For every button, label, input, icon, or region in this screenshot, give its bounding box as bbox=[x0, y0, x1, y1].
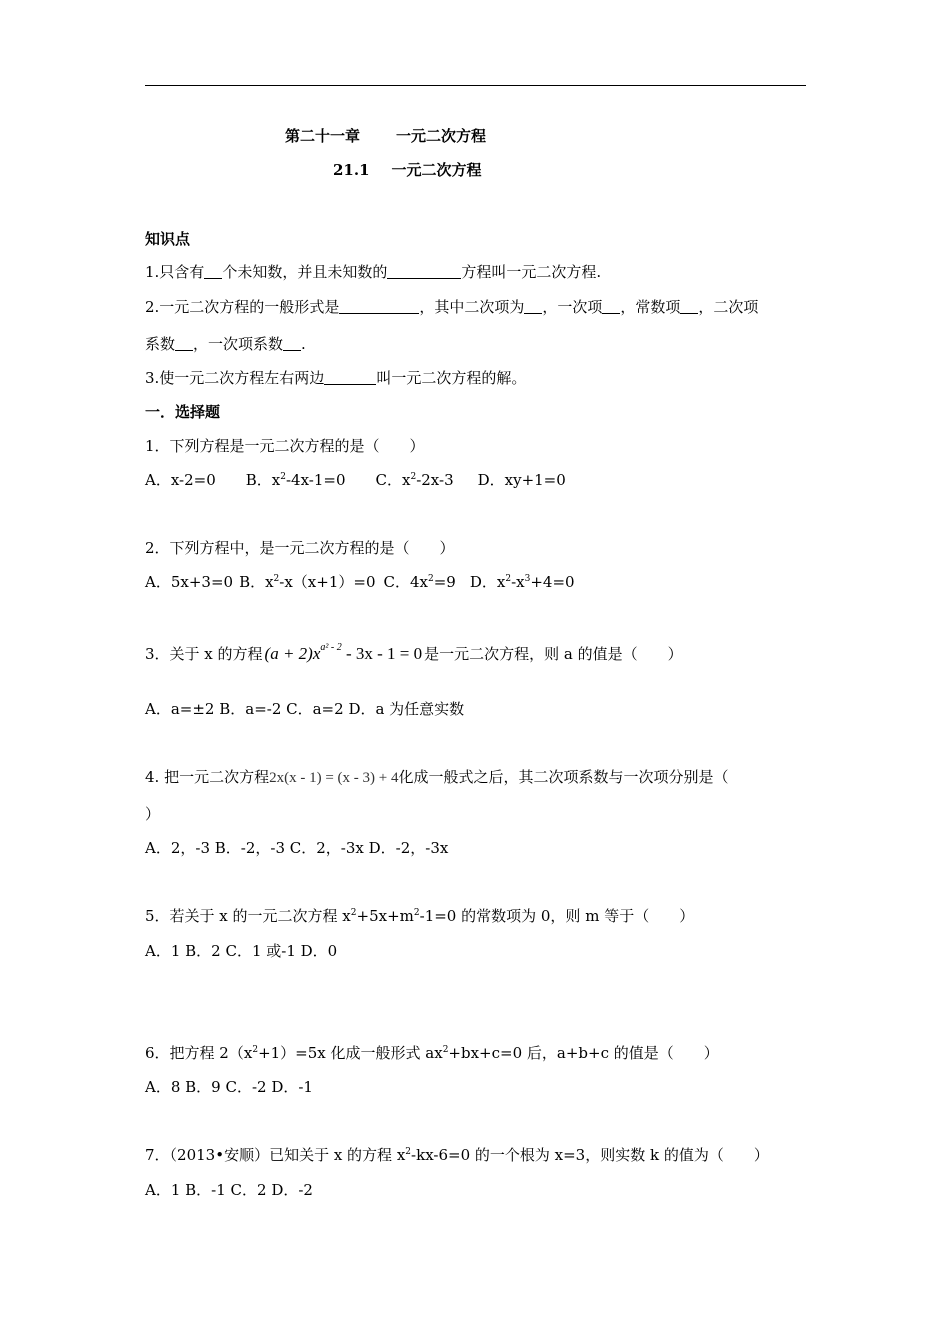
chapter-title: 第二十一章 一元二次方程 bbox=[285, 127, 487, 145]
math-formula: $(a + 2)x^{a^2 - 2} - 3x - 1 = 0$ bbox=[264, 642, 423, 663]
section-choice-heading: 一．选择题 bbox=[145, 403, 221, 421]
question-6-options: A．8 B．9 C．-2 D．-1 bbox=[145, 1078, 313, 1096]
fill-blank[interactable] bbox=[283, 335, 301, 351]
question-2-stem: 2．下列方程中，是一元二次方程的是（ ） bbox=[145, 539, 455, 557]
question-4-options: A．2，-3 B．-2，-3 C．2，-3x D．-2，-3x bbox=[145, 839, 449, 857]
question-3-stem: 3．关于 x 的方程 $(a + 2)x^{a^2 - 2} - 3x - 1 = 0$ 是一元二次方程，则 a 的值是（ ） bbox=[145, 642, 683, 663]
question-4-stem-cont: ） bbox=[145, 805, 161, 823]
math-formula: 2x(x - 1) = (x - 3) + 4 bbox=[269, 770, 399, 786]
question-1-options: A．x-2=0 B．$x^2-4x-1=0$ C．$x^2-2x-3$ D．xy+1=0 bbox=[145, 471, 566, 489]
question-6-stem: 6．把方程 $2(x^2+1)=5x$ 化成一般形式 $ax^2+bx+c=0$ 后，a+b+c 的值是（ ） bbox=[145, 1044, 719, 1062]
question-1-stem: 1．下列方程是一元二次方程的是（ ） bbox=[145, 437, 425, 455]
fill-blank[interactable] bbox=[324, 369, 376, 385]
knowledge-item-2-cont: 系数 ，一次项系数 . bbox=[145, 335, 306, 353]
fill-blank[interactable] bbox=[602, 298, 620, 314]
question-5-options: A．1 B．2 C．1 或-1 D．0 bbox=[145, 942, 338, 960]
header-rule bbox=[145, 85, 806, 86]
question-7-options: A．1 B．-1 C．2 D．-2 bbox=[145, 1181, 313, 1199]
fill-blank[interactable] bbox=[339, 298, 419, 314]
fill-blank[interactable] bbox=[204, 263, 222, 279]
knowledge-heading: 知识点 bbox=[145, 230, 191, 248]
knowledge-item-2: 2.一元二次方程的一般形式是 ，其中二次项为 ，一次项 ，常数项 ，二次项 bbox=[145, 298, 759, 316]
section-title: 21.1 一元二次方程 bbox=[333, 161, 482, 179]
fill-blank[interactable] bbox=[524, 298, 542, 314]
fill-blank[interactable] bbox=[175, 335, 193, 351]
knowledge-item-3: 3.使一元二次方程左右两边 叫一元二次方程的解。 bbox=[145, 369, 527, 387]
knowledge-item-1: 1.只含有 个未知数，并且未知数的 方程叫一元二次方程. bbox=[145, 263, 602, 281]
question-7-stem: 7．（2013•安顺）已知关于 x 的方程 $x^2-kx-6=0$ 的一个根为 x=3，则实数 k 的值为（ ） bbox=[145, 1146, 769, 1164]
question-2-options: A．5x+3=0 B．$x^2-x(x+1)=0$ C．$4x^2=9$ D．$x^2-x^3+4=0$ bbox=[145, 573, 575, 591]
question-3-options: A．a=±2 B．a=-2 C．a=2 D．a 为任意实数 bbox=[145, 700, 465, 718]
fill-blank[interactable] bbox=[680, 298, 698, 314]
question-4-stem: 4. 把一元二次方程2x(x - 1) = (x - 3) + 4化成一般式之后，其二次项系数与一次项分别是（ bbox=[145, 768, 729, 786]
question-5-stem: 5．若关于 x 的一元二次方程 $x^2+5x+m^2-1=0$ 的常数项为 0，则 m 等于（ ） bbox=[145, 907, 695, 925]
fill-blank[interactable] bbox=[387, 263, 461, 279]
